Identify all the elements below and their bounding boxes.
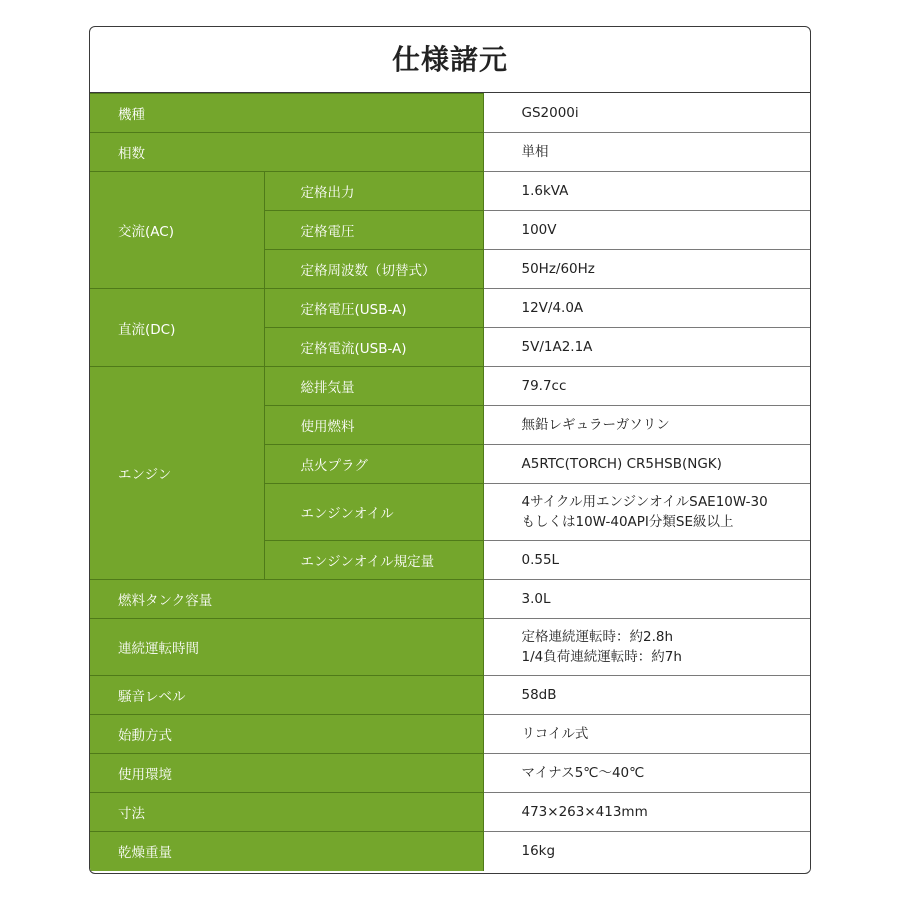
spec-sheet [89,26,811,874]
sub-label: 定格出力 [264,172,483,211]
row-label: 寸法 [90,793,483,832]
row-value: マイナス5℃〜40℃ [483,754,810,793]
table-row [90,94,810,133]
row-value: 無鉛レギュラーガソリン [483,406,810,445]
sub-label: 定格電圧 [264,211,483,250]
row-value: 473×263×413mm [483,793,810,832]
row-value: 12V/4.0A [483,289,810,328]
value-line: もしくは10W-40API分類SE級以上 [521,514,734,530]
sub-label: 定格電圧(USB-A) [264,289,483,328]
group-label-engine: エンジン [90,367,264,580]
row-label: 始動方式 [90,715,483,754]
group-label-dc: 直流(DC) [90,289,264,367]
value-line: 定格連続運転時：約2.8h [521,629,674,645]
row-value: 58dB [483,676,810,715]
row-label: 連続運転時間 [90,619,483,676]
table-row [90,580,810,619]
row-value: 1.6kVA [483,172,810,211]
table-row [90,832,810,871]
row-value: リコイル式 [483,715,810,754]
row-label: 機種 [90,94,483,133]
value-line: 1/4負荷連続運転時：約7h [521,649,682,665]
table-row [90,754,810,793]
row-label: 燃料タンク容量 [90,580,483,619]
table-row [90,619,810,676]
row-value: GS2000i [483,94,810,133]
row-value: 16kg [483,832,810,871]
row-label: 相数 [90,133,483,172]
row-label: 乾燥重量 [90,832,483,871]
table-row [90,793,810,832]
table-row [90,172,810,211]
sub-label: 使用燃料 [264,406,483,445]
table-row [90,715,810,754]
row-value: 5V/1A2.1A [483,328,810,367]
row-value [483,484,810,541]
sub-label: エンジンオイル規定量 [264,541,483,580]
row-value [483,619,810,676]
sub-label: 定格電流(USB-A) [264,328,483,367]
group-label-ac: 交流(AC) [90,172,264,289]
table-row [90,367,810,406]
row-value: 3.0L [483,580,810,619]
table-row [90,676,810,715]
page-title: 仕様諸元 [90,27,810,93]
row-label: 騒音レベル [90,676,483,715]
row-label: 使用環境 [90,754,483,793]
table-row [90,133,810,172]
row-value: 50Hz/60Hz [483,250,810,289]
row-value: 100V [483,211,810,250]
sub-label: 定格周波数（切替式） [264,250,483,289]
row-value: 単相 [483,133,810,172]
row-value: A5RTC(TORCH) CR5HSB(NGK) [483,445,810,484]
sub-label: エンジンオイル [264,484,483,541]
spec-table [90,93,810,871]
value-line: 4サイクル用エンジンオイルSAE10W-30 [521,494,768,510]
row-value: 79.7cc [483,367,810,406]
sub-label: 総排気量 [264,367,483,406]
sub-label: 点火プラグ [264,445,483,484]
row-value: 0.55L [483,541,810,580]
table-row [90,289,810,328]
